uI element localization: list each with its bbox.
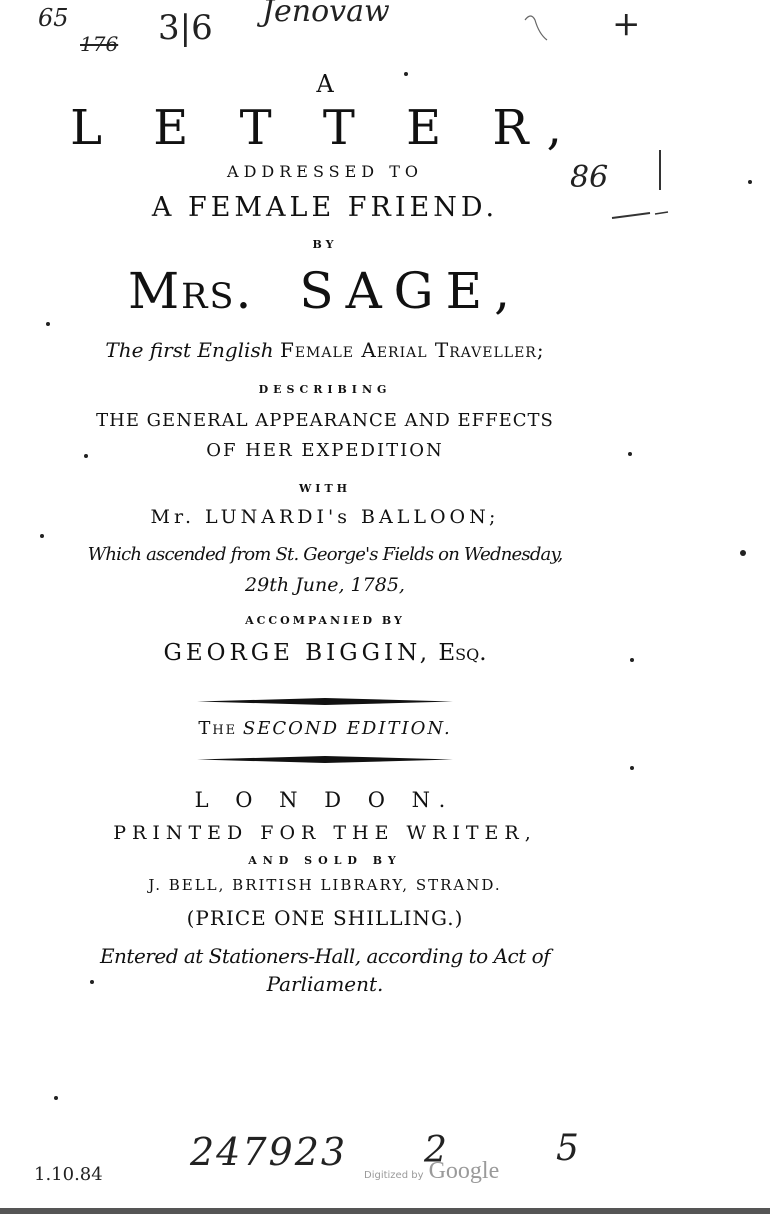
author-line	[0, 262, 650, 320]
author-name: SAGE,	[299, 262, 523, 320]
balloon-line: Mr. LUNARDI's BALLOON;	[150, 506, 500, 528]
with-line: WITH	[298, 482, 352, 495]
accompanied-by: ACCOMPANIED BY	[245, 614, 405, 627]
entered-line-2: Parliament.	[266, 972, 384, 996]
subject-line-1: THE GENERAL APPEARANCE AND EFFECTS	[96, 410, 554, 431]
pen-squiggle-top	[525, 16, 547, 40]
seller: J. BELL, BRITISH LIBRARY, STRAND.	[148, 876, 502, 894]
pen-dash-right2	[655, 212, 668, 214]
speck	[748, 180, 752, 184]
rule-lower-shape	[197, 756, 453, 763]
rule-lower	[197, 756, 453, 763]
handwritten-bottom-two: 2	[424, 1130, 447, 1171]
speck	[90, 980, 94, 984]
speck	[84, 454, 88, 458]
date-line: 29th June, 1785,	[245, 574, 405, 596]
description-line	[0, 338, 650, 362]
rule-upper	[197, 698, 453, 705]
ascent-line: Which ascended from St. George's Fields on Wednesday,	[87, 544, 563, 565]
handwritten-sub-top-left: 176	[80, 32, 119, 56]
author-prefix: Mrs.	[127, 262, 254, 320]
edition-prefix: The	[198, 718, 238, 739]
companion-suffix: Esq.	[438, 640, 487, 666]
description-caps: Female Aerial Traveller;	[279, 338, 545, 362]
handwritten-number-top-left: 65	[38, 4, 69, 32]
handwritten-fraction: 3|6	[158, 8, 213, 48]
description-italic: The first English	[105, 338, 274, 362]
companion-line	[0, 640, 650, 666]
speck	[54, 1096, 58, 1100]
handwritten-bottom-five: 5	[556, 1128, 579, 1169]
speck	[630, 766, 634, 770]
companion-name: GEORGE BIGGIN,	[163, 640, 432, 666]
price: (PRICE ONE SHILLING.)	[186, 906, 464, 930]
rule-upper-shape	[197, 698, 453, 705]
handwritten-bottom-left: 1.10.84	[34, 1164, 103, 1185]
subject-line-2: OF HER EXPEDITION	[206, 440, 444, 461]
recipient: A FEMALE FRIEND.	[151, 192, 499, 223]
city: L O N D O N.	[194, 788, 456, 812]
entered-line-1: Entered at Stationers-Hall, according to Act of	[99, 944, 551, 968]
addressed-to: ADDRESSED TO	[227, 162, 423, 181]
speck	[630, 658, 634, 662]
handwritten-plus: +	[612, 4, 641, 44]
digitized-watermark	[364, 1158, 499, 1185]
sold-by: AND SOLD BY	[248, 854, 402, 867]
letter-title: L E T T E R,	[70, 100, 580, 156]
handwritten-right-number: 86	[570, 160, 609, 195]
digitized-by-text: Digitized by	[364, 1170, 424, 1181]
scan-edge	[0, 1208, 770, 1214]
speck	[46, 322, 50, 326]
edition-label: SECOND EDITION.	[242, 718, 452, 739]
speck	[404, 72, 408, 76]
speck	[740, 550, 746, 556]
printed-for: PRINTED FOR THE WRITER,	[113, 822, 537, 844]
by-line: BY	[312, 238, 338, 251]
speck	[628, 452, 632, 456]
describing: DESCRIBING	[258, 383, 392, 396]
handwritten-bottom-number: 247923	[190, 1130, 348, 1174]
google-logo-text: Google	[428, 1158, 500, 1184]
speck	[40, 534, 44, 538]
edition-line	[0, 718, 650, 739]
article: A	[316, 70, 334, 98]
handwritten-name: Jenovaw	[262, 0, 390, 29]
